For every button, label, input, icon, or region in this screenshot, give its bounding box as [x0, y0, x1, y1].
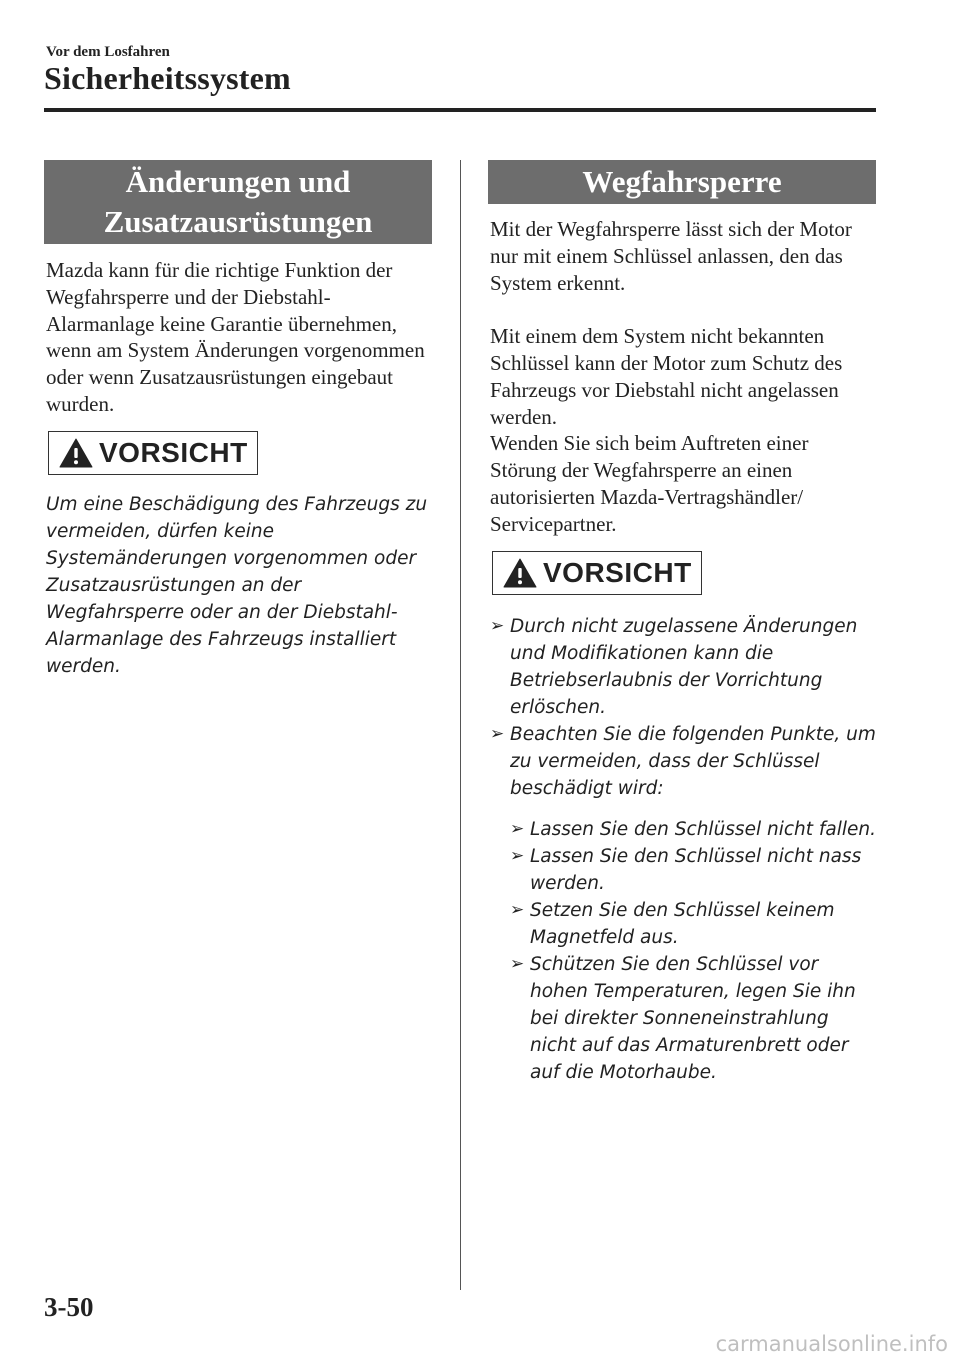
arrow-bullet-icon: ➢ — [490, 616, 505, 636]
list-item — [510, 951, 880, 1086]
sub-bullet-text: Lassen Sie den Schlüssel nicht fallen. — [530, 819, 876, 840]
watermark[interactable]: carmanualsonline.info — [715, 1332, 948, 1356]
caution-bullet-list — [490, 613, 880, 1086]
bullet-text: Beachten Sie die folgenden Punkte, um zu vermeiden, dass der Schlüssel beschädigt wird: — [510, 724, 876, 799]
list-item — [510, 897, 880, 951]
arrow-bullet-icon: ➢ — [510, 954, 525, 974]
wegfahrsperre-para-3: Wenden Sie sich beim Auftreten einer Störung der Wegfahrsperre an einen autorisierten Mazda-Vertragshändler/ Servicepartner. — [490, 431, 809, 536]
warning-triangle-icon — [59, 438, 93, 468]
arrow-bullet-icon: ➢ — [490, 724, 505, 744]
wegfahrsperre-para-2: Mit einem dem System nicht bekannten Schlüssel kann der Motor zum Schutz des Fahrzeugs vor Diebstahl nicht angelassen werden. — [490, 324, 843, 429]
list-item — [510, 816, 880, 843]
page-title: Sicherheitssystem — [44, 60, 291, 96]
sub-bullet-list — [510, 816, 880, 1086]
caution-label: VORSICHT — [99, 437, 248, 468]
sub-bullet-text: Lassen Sie den Schlüssel nicht nass werden. — [530, 846, 862, 894]
sub-bullet-text: Schützen Sie den Schlüssel vor hohen Temperaturen, legen Sie ihn bei direkter Sonneneinstrahlung nicht auf das Armaturenbrett oder auf die Motorhaube. — [530, 954, 856, 1083]
list-item — [490, 613, 880, 721]
page-number: 3-50 — [44, 1292, 94, 1322]
section-heading-aenderungen — [44, 160, 432, 244]
arrow-bullet-icon: ➢ — [510, 846, 525, 866]
section-heading-wegfahrsperre: Wegfahrsperre — [488, 160, 876, 204]
section-heading-line-1: Änderungen und — [125, 164, 351, 199]
bullet-text: Durch nicht zugelassene Änderungen und Modifikationen kann die Betriebserlaubnis der Vorrichtung erlöschen. — [510, 616, 858, 718]
aenderungen-body-text: Mazda kann für die richtige Funktion der Wegfahrsperre und der Diebstahl-Alarmanlage keine Garantie übernehmen, wenn am System Änderungen vorgenommen oder wenn Zusatzausrüstungen eingebaut wurden. — [46, 258, 425, 416]
caution-box-left — [48, 431, 258, 475]
wegfahrsperre-body — [490, 216, 875, 538]
breadcrumb: Vor dem Losfahren — [46, 44, 170, 60]
caution-box-right — [492, 551, 702, 595]
caution-label: VORSICHT — [543, 557, 692, 588]
title-rule — [44, 108, 876, 112]
warning-triangle-icon — [503, 558, 537, 588]
list-item — [510, 843, 880, 897]
caution-text-left: Um eine Beschädigung des Fahrzeugs zu vermeiden, dürfen keine Systemänderungen vorgenommen oder Zusatzausrüstungen an der Wegfahrsperre oder an der Diebstahl-Alarmanlage des Fahrzeugs installiert werden. — [46, 494, 428, 677]
arrow-bullet-icon: ➢ — [510, 900, 525, 920]
column-divider — [460, 160, 461, 1290]
arrow-bullet-icon: ➢ — [510, 819, 525, 839]
list-item — [490, 721, 880, 1086]
wegfahrsperre-para-1: Mit der Wegfahrsperre lässt sich der Motor nur mit einem Schlüssel anlassen, den das System erkennt. — [490, 217, 852, 295]
sub-bullet-text: Setzen Sie den Schlüssel keinem Magnetfeld aus. — [530, 900, 835, 948]
section-heading-line-2: Zusatzausrüstungen — [103, 204, 373, 239]
